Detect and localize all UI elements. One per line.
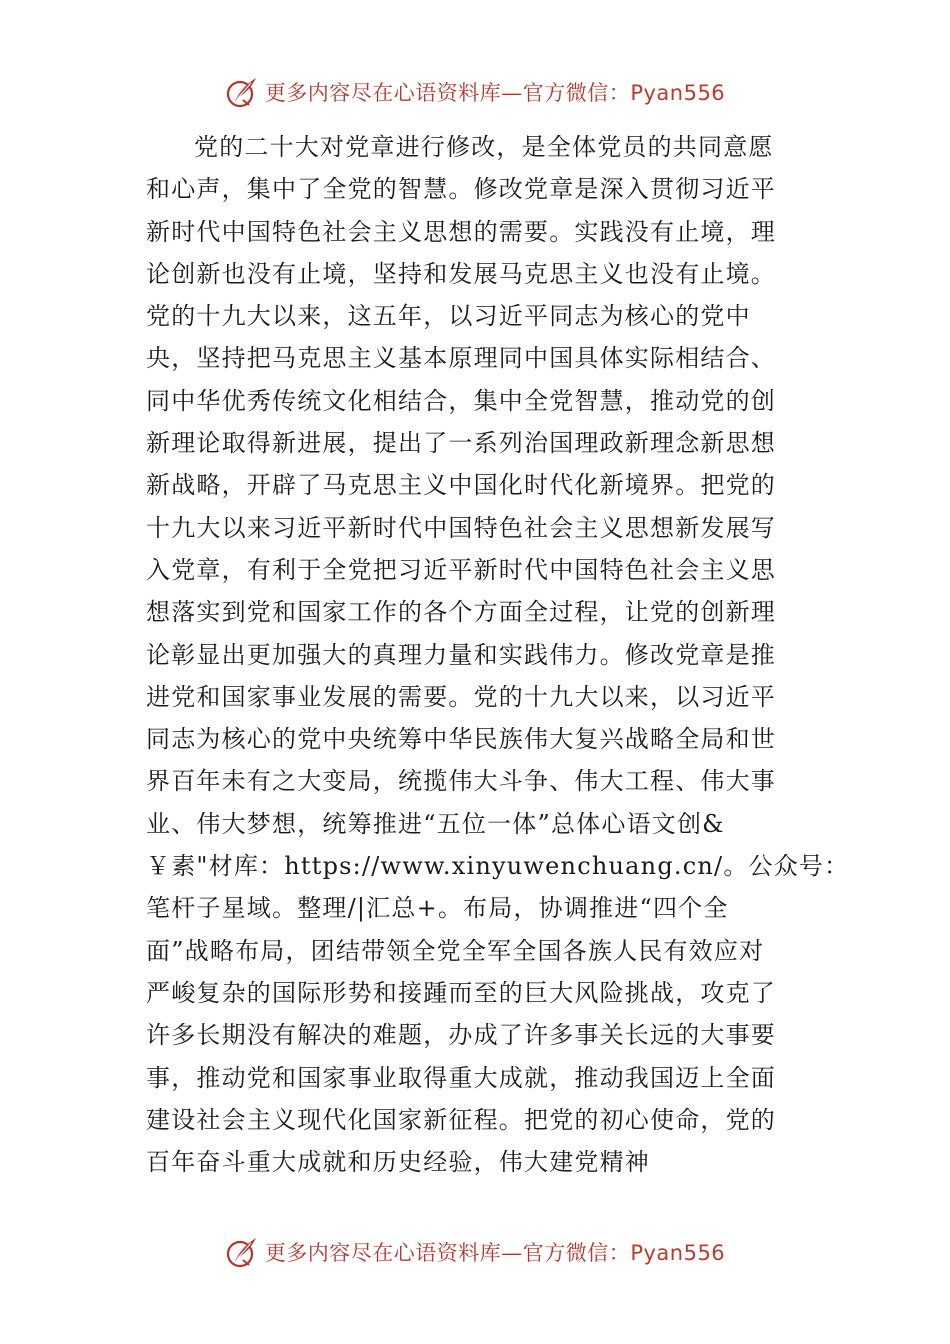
feather-logo-icon [225,75,259,109]
body-line: 论彰显出更加强大的真理力量和实践伟力。修改党章是推 [146,640,776,669]
body-line: 同中华优秀传统文化相结合，集中全党智慧，推动党的创 [146,386,776,415]
footer-banner-label: 更多内容尽在心语资料库—官方微信： [264,1241,631,1265]
header-wechat-id: Pyan556 [630,81,726,105]
body-line: 入党章，有利于全党把习近平新时代中国特色社会主义思 [146,555,776,584]
header-banner-label: 更多内容尽在心语资料库—官方微信： [264,81,631,105]
footer-banner-inner [225,1235,725,1269]
header-banner-text [265,77,725,107]
body-line: 十九大以来习近平新时代中国特色社会主义思想新发展写 [146,513,776,542]
body-line: 新时代中国特色社会主义思想的需要。实践没有止境，理 [146,217,776,246]
body-line: 许多长期没有解决的难题，办成了许多事关长远的大事要 [146,1021,776,1050]
body-line: ￥素"材库：https://www.xinyuwenchuang.cn/。公众号： [146,852,850,881]
feather-logo-icon [225,1235,259,1269]
body-line: 新理论取得新进展，提出了一系列治国理政新理念新思想 [146,429,776,458]
body-line: 想落实到党和国家工作的各个方面全过程，让党的创新理 [146,598,776,627]
body-line: 论创新也没有止境，坚持和发展马克思主义也没有止境。 [146,259,776,288]
footer-banner-text [265,1237,725,1267]
body-line: 事，推动党和国家事业取得重大成就，推动我国迈上全面 [146,1063,776,1092]
body-line: 央，坚持把马克思主义基本原理同中国具体实际相结合、 [146,344,776,373]
header-banner [0,72,950,112]
body-line: 同志为核心的党中央统筹中华民族伟大复兴战略全局和世 [146,725,776,754]
body-line: 和心声，集中了全党的智慧。修改党章是深入贯彻习近平 [146,175,776,204]
body-text [146,126,850,1183]
body-line: 面”战略布局，团结带领全党全军全国各族人民有效应对 [146,936,765,965]
body-line: 党的二十大对党章进行修改，是全体党员的共同意愿 [194,133,774,161]
body-line: 严峻复杂的国际形势和接踵而至的巨大风险挑战，攻克了 [146,978,776,1007]
body-line: 笔杆子星域。整理/|汇总+。布局，协调推进“四个全 [146,894,729,923]
footer-wechat-id: Pyan556 [630,1241,726,1265]
header-banner-inner [225,75,725,109]
body-line: 百年奋斗重大成就和历史经验，伟大建党精神 [146,1148,650,1177]
body-line: 界百年未有之大变局，统揽伟大斗争、伟大工程、伟大事 [146,767,776,796]
body-line: 业、伟大梦想，统筹推进“五位一体”总体心语文创& [146,809,725,838]
body-line: 新战略，开辟了马克思主义中国化时代化新境界。把党的 [146,471,776,500]
footer-banner [0,1232,950,1272]
body-line: 建设社会主义现代化国家新征程。把党的初心使命，党的 [146,1105,776,1134]
body-line: 进党和国家事业发展的需要。党的十九大以来，以习近平 [146,682,776,711]
body-line: 党的十九大以来，这五年，以习近平同志为核心的党中 [146,302,751,331]
